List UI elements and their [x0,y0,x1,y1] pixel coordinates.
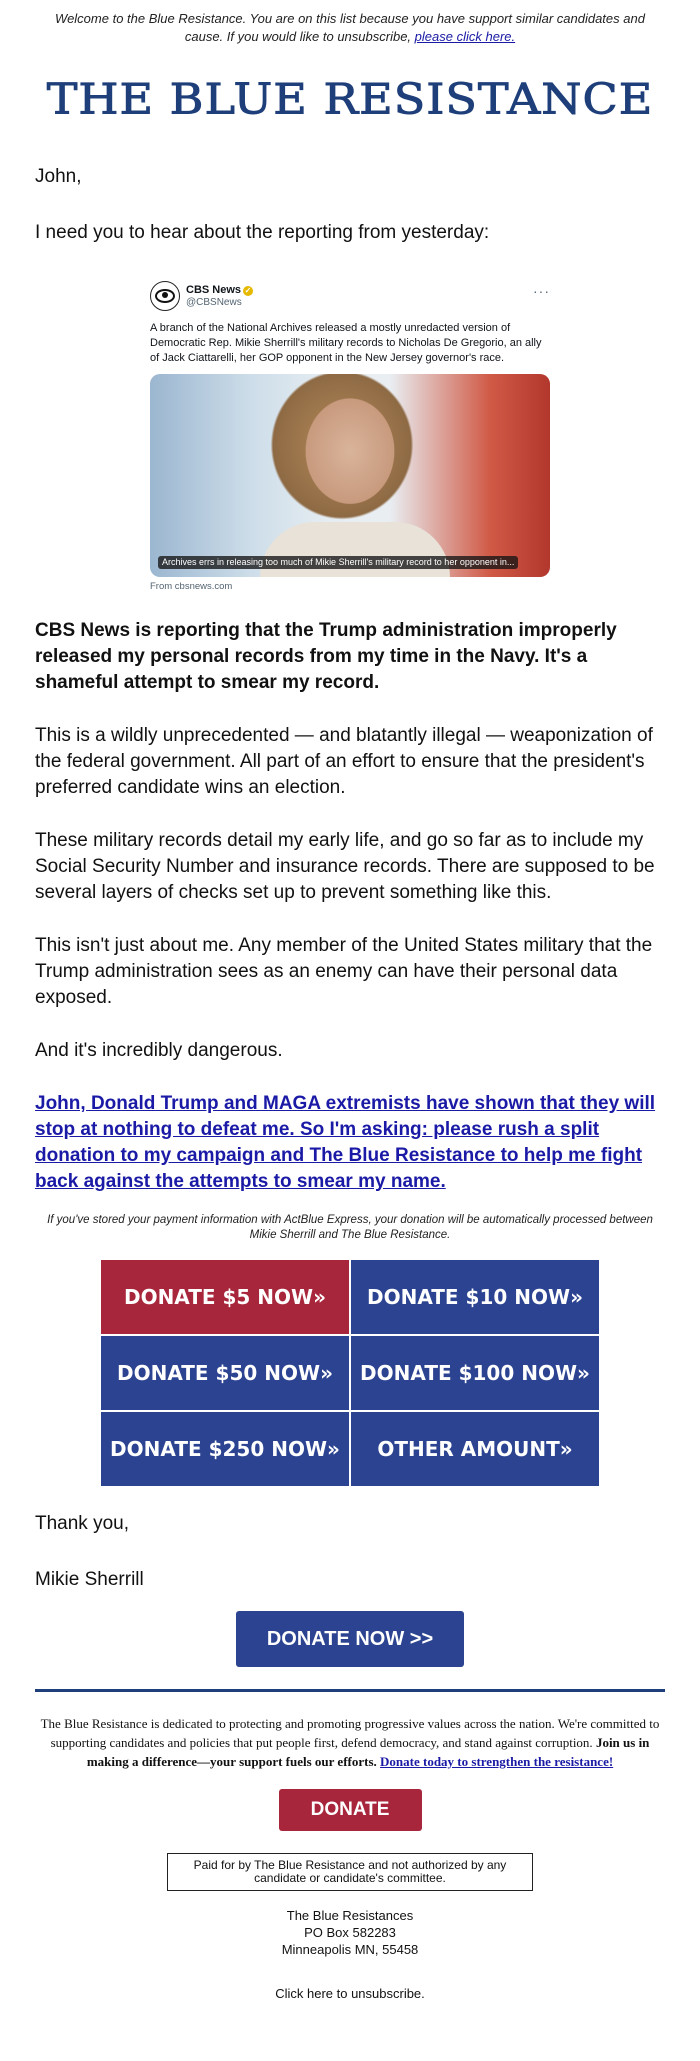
mailing-address [0,1907,700,1958]
donate-250-button[interactable]: DONATE $250 NOW» [100,1411,350,1487]
logo [0,72,700,128]
thanks-text: Thank you, [35,1513,129,1534]
preheader [0,0,700,46]
footer-donate-link[interactable]: Donate today to strengthen the resistance! [380,1754,614,1769]
footer-unsubscribe-link[interactable]: Click here to unsubscribe. [275,1986,425,2001]
unsubscribe-link[interactable]: please click here. [414,29,516,44]
tweet-photo [150,374,550,577]
footer-divider [35,1689,665,1692]
donate-50-button[interactable]: DONATE $50 NOW» [100,1335,350,1411]
signoff [0,1511,700,1593]
footer-blurb [35,1714,665,1771]
tweet-photo-caption: Archives errs in releasing too much of Mikie Sherrill's military record to her opponent in... [158,556,518,569]
tweet-source: From cbsnews.com [150,581,233,592]
embedded-tweet[interactable] [150,270,550,592]
preheader-text: Welcome to the Blue Resistance. You are on this list because you have support similar candidates and cause. If you would like to unsubscribe, [55,11,645,44]
address-line: Minneapolis MN, 55458 [281,1942,419,1957]
footer-donate-button[interactable]: DONATE [279,1789,422,1831]
donate-10-button[interactable]: DONATE $10 NOW» [350,1259,600,1335]
address-line: PO Box 582283 [304,1925,396,1940]
tweet-text: A branch of the National Archives released a mostly unredacted version of Democratic Rep. Mikie Sherrill's military records to Nicholas De Gregorio, an ally of Jack Ciattarelli, her GOP opponent in the New Jersey governor's race. [150,322,542,364]
paragraph: This isn't just about me. Any member of the United States military that the Trump administration sees as an enemy can have their personal data exposed. [35,935,653,1008]
intro-text: I need you to hear about the reporting from yesterday: [35,222,490,243]
letter-body [0,164,700,1195]
cta-paragraph [35,1091,665,1195]
address-line: The Blue Resistances [286,1908,414,1923]
headline: CBS News is reporting that the Trump administration improperly released my personal records from my time in the Navy. It's a shameful attempt to smear my record. [35,620,617,693]
tweet-handle: @CBSNews [186,296,242,308]
actblue-note: If you've stored your payment information with ActBlue Express, your donation will be automatically processed between Mikie Sherrill and The Blue Resistance. [47,1214,653,1241]
greeting: John, [35,166,82,187]
paragraph: These military records detail my early life, and go so far as to include my Social Security Number and insurance records. There are supposed to be several layers of checks set up to prevent something like this. [35,830,655,903]
donate-100-button[interactable]: DONATE $100 NOW» [350,1335,600,1411]
logo-text: THE BLUE RESISTANCE [46,74,654,124]
footer-bold-text: Join us in making a difference—your support fuels our efforts. [86,1735,650,1769]
donate-button-grid [100,1259,600,1487]
paragraph: And it's incredibly dangerous. [35,1040,283,1061]
other-amount-button[interactable]: OTHER AMOUNT» [350,1411,600,1487]
tweet-account-name: CBS News [186,283,242,296]
cbs-eye-icon [150,281,180,311]
footer-text: The Blue Resistance is dedicated to protecting and promoting progressive values across the nation. We're committed to supporting candidates and policies that put people first, defend democracy, and stand against corruption. [40,1716,660,1750]
paragraph: This is a wildly unprecedented — and blatantly illegal — weaponization of the federal government. All part of an effort to ensure that the president's preferred candidate wins an election. [35,725,653,798]
tweet-header [150,278,550,314]
donate-now-button[interactable]: DONATE NOW >> [236,1611,464,1667]
paid-for-disclaimer: Paid for by The Blue Resistance and not authorized by any candidate or candidate's committee. [167,1853,533,1891]
signature: Mikie Sherrill [35,1569,144,1590]
verified-badge-icon: ✓ [244,285,252,295]
donate-5-button[interactable]: DONATE $5 NOW» [100,1259,350,1335]
donation-cta-link[interactable]: John, Donald Trump and MAGA extremists have shown that they will stop at nothing to defeat me. So I'm asking: please rush a split donation to my campaign and The Blue Resistance to help me fight back against the attempts to smear my name. [35,1093,656,1192]
more-options-icon: ··· [533,283,550,299]
